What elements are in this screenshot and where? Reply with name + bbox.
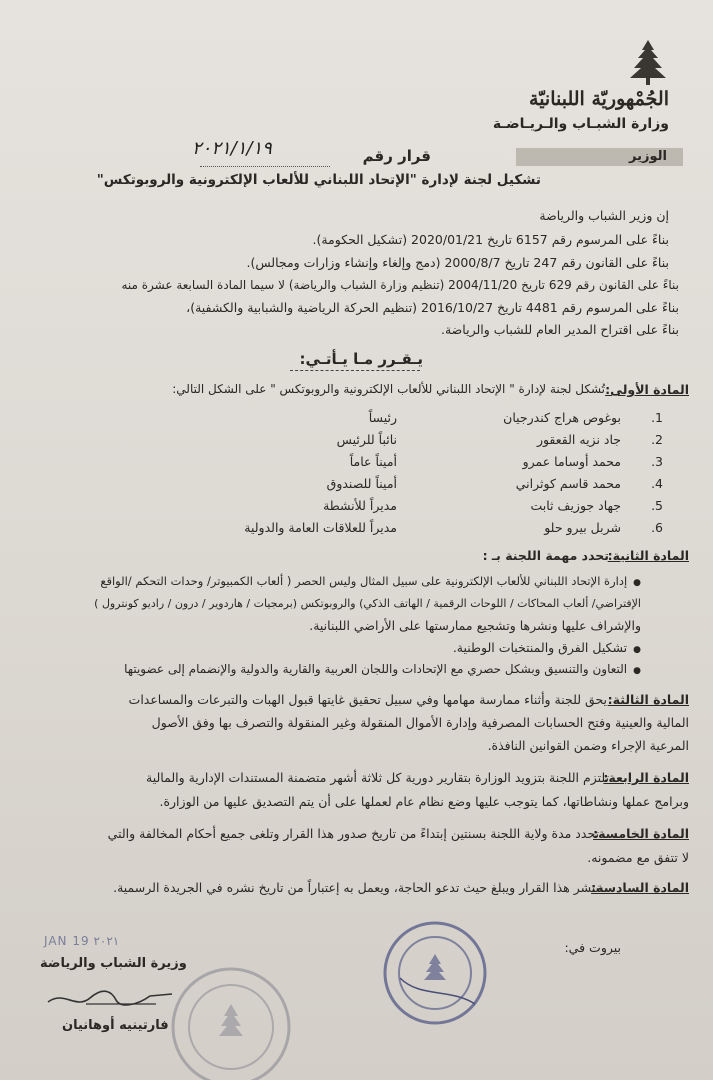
preamble-line-6: بناءً على اقتراح المدير العام للشباب والرياضة. xyxy=(441,322,679,337)
decision-number-label: قرار رقم xyxy=(362,147,431,165)
decision-number-handwritten: ٢٠٢١/١/١٩ xyxy=(192,138,272,159)
member-6-role: مديراً للعلاقات العامة والدولية xyxy=(244,520,397,535)
member-4-role: أميناً للصندوق xyxy=(326,476,397,491)
signatory-name: فارتينيه أوهانيان xyxy=(62,1018,169,1033)
article5-line-2: لا تتفق مع مضمونه. xyxy=(587,850,689,865)
member-5-name: جهاد جوزيف ثابت xyxy=(530,498,621,513)
member-3-num: 3. xyxy=(651,454,663,469)
article6-text: ينشر هذا القرار ويبلغ حيث تدعو الحاجة، ويعمل به إعتباراً من تاريخ نشره في الجريدة الرسمية. xyxy=(113,880,599,895)
member-6-num: 6. xyxy=(651,520,663,535)
member-3-role: أميناً عاماً xyxy=(349,454,397,469)
signatory-title: وزيرة الشباب والرياضة xyxy=(40,956,187,971)
article2-bullet-1-line-3: والإشراف عليها ونشرها وتشجيع ممارستها على الأراضي اللبنانية. xyxy=(309,618,641,633)
member-4-name: محمد قاسم كوثراني xyxy=(515,476,621,491)
article2-intro: تحدد مهمة اللجنة بـ : xyxy=(482,548,609,563)
article4-line-2: وبرامج عملها ونشاطاتها، كما يتوجب عليها وضع نظام عام لعملها على أن يتم التصديق عليها من الوزارة. xyxy=(159,794,689,809)
decision-subject: تشكيل لجنة لإدارة "الإتحاد اللبناني للألعاب الإلكترونية والروبوتكس" xyxy=(96,172,541,188)
member-5-num: 5. xyxy=(651,498,663,513)
article3-line-3: المرعية الإجراء وضمن القوانين النافذة. xyxy=(487,738,689,753)
member-1-role: رئيساً xyxy=(368,410,397,425)
preamble-line-5: بناءً على المرسوم رقم 4481 تاريخ 2016/10/27 (تنظيم الحركة الرياضية والشبابية والكشفية)، xyxy=(186,300,679,315)
preamble-line-1: إن وزير الشباب والرياضة xyxy=(539,208,669,223)
member-2-name: جاد نزيه القعقور xyxy=(536,432,621,447)
member-1-name: بوغوص هراج كندرجيان xyxy=(503,410,621,425)
preamble-line-3: بناءً على القانون رقم 247 تاريخ 2000/8/7 (دمج وإلغاء وإنشاء وزارات ومجالس). xyxy=(246,255,669,270)
article2-bullet-1-line-2: الإفتراضي/ ألعاب المحاكات / اللوحات الرقمية / الهاتف الذكي) والروبوتكس (برمجيات / هاردوير / درون / راديو كونترول ) xyxy=(94,597,641,610)
article3-line-1: يحق للجنة وأثناء ممارسة مهامها وفي سبيل تحقيق غايتها قبول الهبات والتبرعات والمساعدات xyxy=(128,692,607,707)
preamble-line-2: بناءً على المرسوم رقم 6157 تاريخ 2020/01/21 (تشكيل الحكومة). xyxy=(312,232,669,247)
article1-text: تُشكل لجنة لإدارة " الإتحاد اللبناني للألعاب الإلكترونية والروبوتكس " على الشكل التالي: xyxy=(172,382,605,396)
decision-number-dots xyxy=(200,166,330,167)
cedar-logo-icon xyxy=(626,38,670,86)
member-2-num: 2. xyxy=(651,432,663,447)
ministry-seal-left-icon xyxy=(166,962,296,1080)
member-1-num: 1. xyxy=(651,410,663,425)
decides-heading: يـقـرر مـا يـأتـي: xyxy=(299,350,423,368)
signature-image xyxy=(46,984,176,1014)
place-label: بيروت في: xyxy=(564,940,621,955)
date-stamp: ٢٠٢١ JAN 19 xyxy=(44,934,120,948)
article2-bullet-1-line-1: ● إدارة الإتحاد اللبناني للألعاب الإلكترونية على سبيل المثال وليس الحصر ( ألعاب الكمبيوتر/ وحدات التحكم /الواقع xyxy=(100,574,641,589)
article6-label: المادة السادسة: xyxy=(591,880,689,895)
member-5-role: مديراً للأنشطة xyxy=(323,498,397,513)
article5-line-1: تحدد مدة ولاية اللجنة بسنتين إبتداءً من تاريخ صدور هذا القرار وتلغى جميع أحكام المخالفة والتي xyxy=(107,826,599,841)
article2-bullet-3: ● التعاون والتنسيق وبشكل حصري مع الإتحادات واللجان العربية والقارية والدولية والإنضمام إلى عضويتها xyxy=(124,662,641,677)
article2-bullet-2: ● تشكيل الفرق والمنتخبات الوطنية. xyxy=(453,640,641,656)
article3-label: المادة الثالثة: xyxy=(607,692,689,707)
article3-line-2: المالية والعينية وفتح الحسابات المصرفية وإدارة الأموال المنقولة وغير المنقولة والتصرف بها وفق الأصول xyxy=(151,715,689,730)
member-4-num: 4. xyxy=(651,476,663,491)
preamble-line-4: بناءً على القانون رقم 629 تاريخ 2004/11/20 (تنظيم وزارة الشباب والرياضة) لا سيما المادة السابعة عشرة منه xyxy=(121,278,679,292)
republic-title: الجُمْهوريّة اللبنانيّة xyxy=(529,88,669,110)
article1-label: المادة الأولى: xyxy=(605,382,689,397)
article4-label: المادة الرابعة: xyxy=(603,770,689,785)
ministry-name: وزارة الشبـاب والـريـاضـة xyxy=(492,116,669,132)
article5-label: المادة الخامسة: xyxy=(593,826,689,841)
ministry-seal-right-icon xyxy=(380,918,490,1028)
article2-label: المادة الثانية: xyxy=(607,548,689,563)
minister-label: الوزير xyxy=(629,149,667,164)
decides-underline xyxy=(290,370,420,371)
article4-line-1: تلتزم اللجنة بتزويد الوزارة بتقارير دورية كل ثلاثة أشهر متضمنة المستندات الإدارية والمالية xyxy=(146,770,609,785)
member-2-role: نائباً للرئيس xyxy=(336,432,397,447)
member-3-name: محمد أوساما عمرو xyxy=(522,454,621,469)
member-6-name: شربل بيرو حلو xyxy=(544,520,621,535)
